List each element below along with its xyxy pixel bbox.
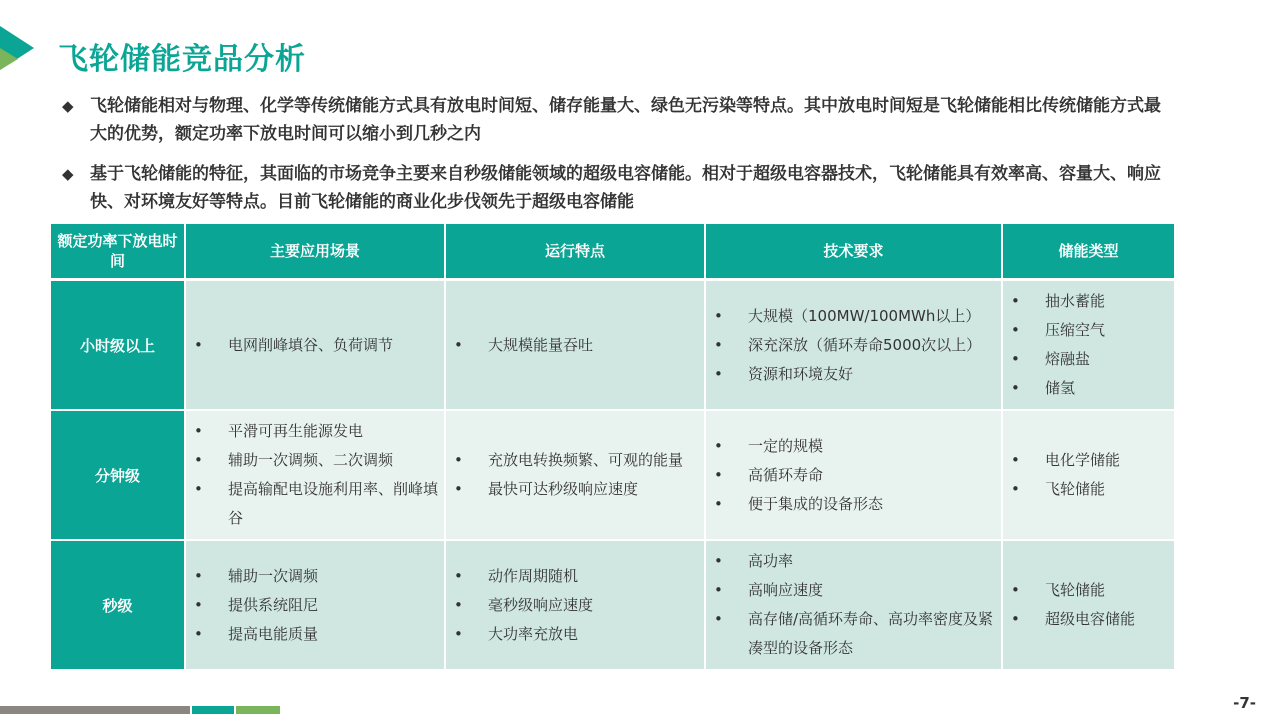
- list-item: • 平滑可再生能源发电: [194, 417, 444, 446]
- list-item: • 熔融盐: [1011, 345, 1174, 374]
- page-title: 飞轮储能竞品分析: [58, 42, 306, 77]
- header-features: 运行特点: [446, 224, 706, 281]
- list-item: • 高存储/高循环寿命、高功率密度及紧凑型的设备形态: [714, 605, 1001, 663]
- list-item: • 大规模能量吞吐: [454, 331, 704, 360]
- cell-list: [706, 302, 1001, 389]
- diamond-bullet-icon: ◆: [62, 97, 74, 115]
- list-item: • 抽水蓄能: [1011, 287, 1174, 316]
- scenarios-cell: [186, 411, 446, 541]
- cell-list: [1003, 287, 1174, 403]
- table-row: [51, 411, 1176, 541]
- footer-bar-gray: [0, 706, 190, 714]
- list-item: • 充放电转换频繁、可观的能量: [454, 446, 704, 475]
- row-label: 秒级: [51, 541, 186, 671]
- list-item: • 提高电能质量: [194, 620, 444, 649]
- cell-list: [186, 562, 444, 649]
- footer-bar-teal: [192, 706, 234, 714]
- scenarios-cell: [186, 541, 446, 671]
- list-item: • 飞轮储能: [1011, 576, 1174, 605]
- list-item: • 最快可达秒级响应速度: [454, 475, 704, 504]
- cell-list: [1003, 576, 1174, 634]
- footer-bar-green: [236, 706, 280, 714]
- header-storage-types: 储能类型: [1003, 224, 1176, 281]
- features-cell: [446, 541, 706, 671]
- list-item: • 一定的规模: [714, 432, 1001, 461]
- scenarios-cell: [186, 281, 446, 411]
- list-item: • 毫秒级响应速度: [454, 591, 704, 620]
- diamond-bullet-icon: ◆: [62, 165, 74, 183]
- list-item: • 提供系统阻尼: [194, 591, 444, 620]
- bullet-item: [62, 160, 1172, 216]
- list-item: • 资源和环境友好: [714, 360, 1001, 389]
- page-number: -7-: [1233, 694, 1256, 712]
- cell-list: [446, 331, 704, 360]
- header-scenarios: 主要应用场景: [186, 224, 446, 281]
- cell-list: [446, 562, 704, 649]
- list-item: • 电网削峰填谷、负荷调节: [194, 331, 444, 360]
- bullet-list: [62, 92, 1172, 228]
- bullet-text: 基于飞轮储能的特征，其面临的市场竞争主要来自秒级储能领域的超级电容储能。相对于超级电容器技术，飞轮储能具有效率高、容量大、响应快、对环境友好等特点。目前飞轮储能的商业化步伐领先于超级电容储能: [90, 164, 1161, 212]
- list-item: • 提高输配电设施利用率、削峰填谷: [194, 475, 444, 533]
- list-item: • 大规模（100MW/100MWh以上）: [714, 302, 1001, 331]
- list-item: • 辅助一次调频、二次调频: [194, 446, 444, 475]
- list-item: • 飞轮储能: [1011, 475, 1174, 504]
- list-item: • 动作周期随机: [454, 562, 704, 591]
- list-item: • 辅助一次调频: [194, 562, 444, 591]
- row-label: 小时级以上: [51, 281, 186, 411]
- cell-list: [706, 547, 1001, 663]
- list-item: • 大功率充放电: [454, 620, 704, 649]
- list-item: • 储氢: [1011, 374, 1174, 403]
- table-header-row: [51, 224, 1176, 281]
- list-item: • 压缩空气: [1011, 316, 1174, 345]
- header-requirements: 技术要求: [706, 224, 1003, 281]
- storage-types-cell: [1003, 541, 1176, 671]
- cell-list: [706, 432, 1001, 519]
- requirements-cell: [706, 411, 1003, 541]
- corner-logo-mark: [0, 26, 34, 70]
- requirements-cell: [706, 541, 1003, 671]
- storage-types-cell: [1003, 411, 1176, 541]
- list-item: • 深充深放（循环寿命5000次以上）: [714, 331, 1001, 360]
- list-item: • 高响应速度: [714, 576, 1001, 605]
- features-cell: [446, 411, 706, 541]
- cell-list: [186, 331, 444, 360]
- requirements-cell: [706, 281, 1003, 411]
- cell-list: [446, 446, 704, 504]
- cell-list: [1003, 446, 1174, 504]
- list-item: • 便于集成的设备形态: [714, 490, 1001, 519]
- bullet-text: 飞轮储能相对与物理、化学等传统储能方式具有放电时间短、储存能量大、绿色无污染等特点。其中放电时间短是飞轮储能相比传统储能方式最大的优势，额定功率下放电时间可以缩小到几秒之内: [90, 96, 1161, 144]
- bullet-item: [62, 92, 1172, 148]
- row-label: 分钟级: [51, 411, 186, 541]
- list-item: • 高循环寿命: [714, 461, 1001, 490]
- comparison-table: [51, 224, 1176, 671]
- cell-list: [186, 417, 444, 533]
- features-cell: [446, 281, 706, 411]
- list-item: • 电化学储能: [1011, 446, 1174, 475]
- header-discharge-time: 额定功率下放电时间: [51, 224, 186, 281]
- table-row: [51, 281, 1176, 411]
- list-item: • 高功率: [714, 547, 1001, 576]
- table-row: [51, 541, 1176, 671]
- storage-types-cell: [1003, 281, 1176, 411]
- list-item: • 超级电容储能: [1011, 605, 1174, 634]
